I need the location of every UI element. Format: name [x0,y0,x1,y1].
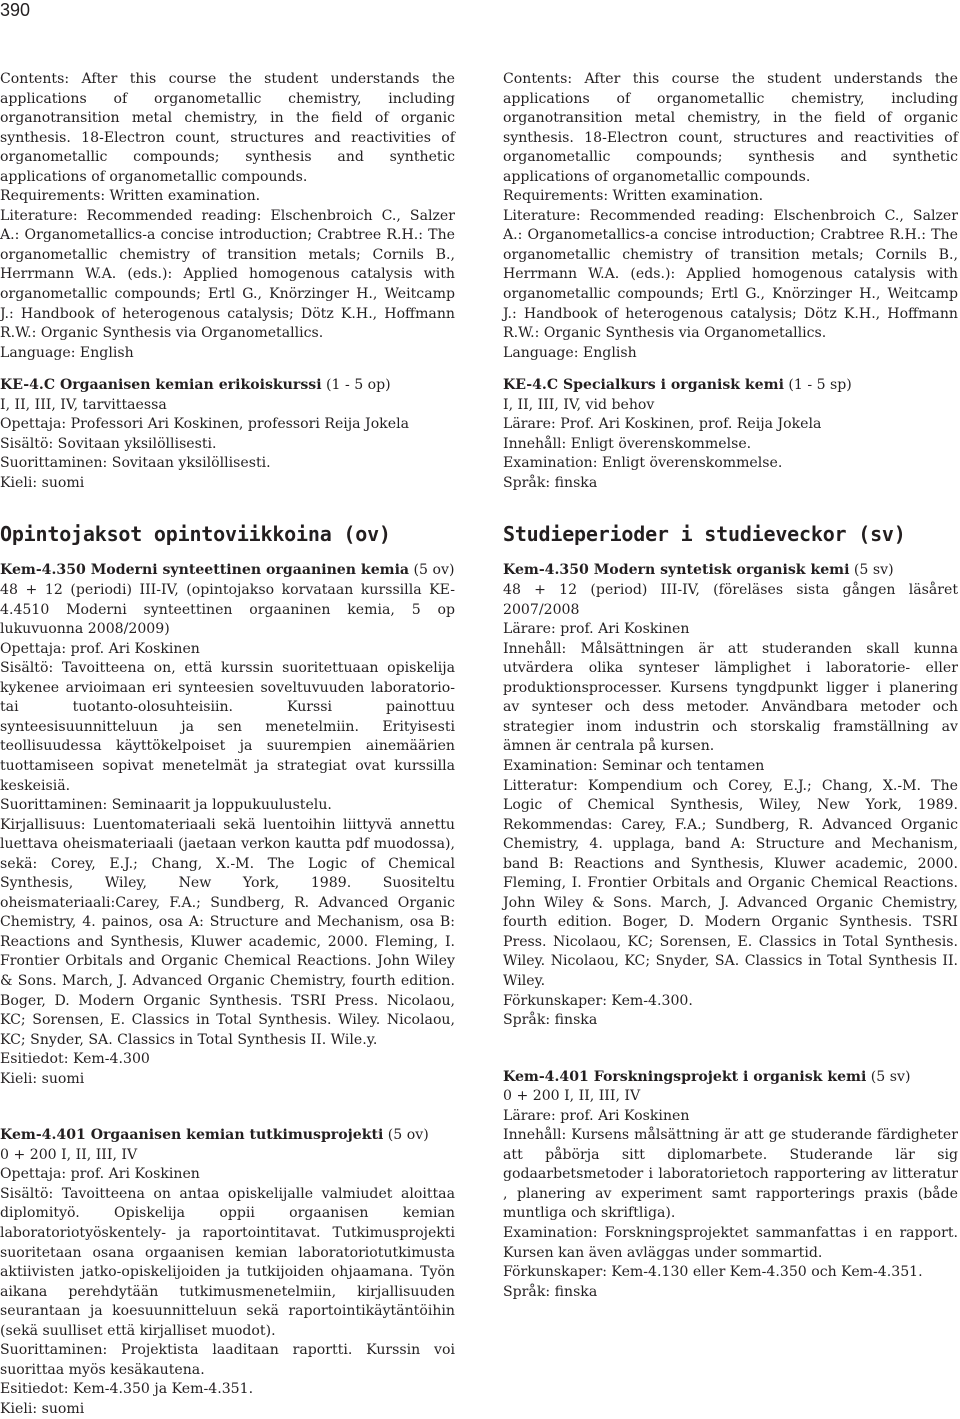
course-completion: Suorittaminen: Sovitaan yksilöllisesti. [0,455,271,472]
course-ke4c [0,376,455,493]
course-language: Språk: finska [503,1012,598,1029]
course-periods: 0 + 200 I, II, III, IV [0,1146,138,1163]
course-code-name: Kem-4.401 Forskningsprojekt i organisk kemi [503,1068,867,1085]
course-title [0,561,455,581]
section-heading: Opintojaksot opintoviikkoina (ov) [0,522,391,547]
course-teacher: Lärare: prof. Ari Koskinen [503,1107,690,1124]
course-teacher: Opettaja: prof. Ari Koskinen [0,1166,200,1183]
course-completion: Examination: Enligt överenskommelse. [503,455,783,472]
course-completion: Examination: Forskningsprojektet sammanfattas i en rapport. Kursen kan även avläggas under sommartid. [503,1224,958,1261]
course-language: Kieli: suomi [0,1070,85,1087]
intro-requirements: Requirements: Written examination. [0,188,261,205]
intro-contents: Contents: After this course the student understands the applications of organometallic chemistry, including organotransition metal chemistry, in the field of organic synthesis. 18-Electron count, structures and reactivities of organometallic compounds; synthesis and synthetic applications of organometallic compounds. [503,71,958,185]
course-code-name: KE-4.C Orgaanisen kemian erikoiskurssi [0,377,322,394]
course-completion: Suorittaminen: Projektista laaditaan raportti. Kurssin voi suorittaa myös kesäkautena. [0,1342,455,1378]
course-title [0,376,455,396]
course-contents: Innehåll: Enligt överenskommelse. [503,435,752,452]
course-completion: Suorittaminen: Seminaarit ja loppukuulustelu. [0,797,332,814]
left-column [0,70,455,1419]
course-prerequisites: Esitiedot: Kem-4.350 ja Kem-4.351. [0,1381,254,1398]
course-periods: 0 + 200 I, II, III, IV [503,1088,641,1105]
course-literature: Litteratur: Kompendium och Corey, E.J.; Chang, X.-M. The Logic of Chemical Synthesis, Wiley, New York, 1989. Rekommendas: Carey, F.A.; Sundberg, R. Advanced Organic Chemistry, 4. upplaga, band A: Structure and Mechanism, band B: Reactions and Synthesis, Kluwer academic, 2000. Fleming, I. Frontier Orbitals and Organic Chemical Reactions. John Wiley & Sons. March, J. Advanced Organic Chemistry, fourth edition. Boger, D. Modern Organic Synthesis. TSRI Press. Nicolaou, KC; Sorensen, E. Classics in Total Synthesis. Wiley. Nicolaou, KC; Snyder, SA. Classics in Total Synthesis II. Wiley. [503,777,958,989]
intro-literature: Literature: Recommended reading: Elschenbroich C., Salzer A.: Organometallics-a concise introduction; Crabtree R.H.: The organometallic chemistry of transition metals; Cornils B., Herrmann W.A. (eds.): Applied homogenous catalysis with organometallic compounds; Ertl G., Knörzinger H., Weitcamp J.: Handbook of heterogenous catalysis; Dötz K.H., Hoffmann R.W.: Organic Synthesis via Organometallics. [0,207,455,342]
course-code-name: Kem-4.350 Modern syntetisk organisk kemi [503,562,850,579]
course-language: Kieli: suomi [0,1400,85,1417]
course-periods: 48 + 12 (period) III-IV, (föreläses sista gången läsåret 2007/2008 [503,582,958,618]
course-title [503,1068,958,1088]
course-contents: Sisältö: Tavoitteena on, että kurssin suoritettuaan opiskelija kykenee arvioimaan eri synteesien soveltuvuuden laboratorio- tai tuotanto-olosuhteisiin. Kurssi painottuu synteesisuunnitteluun ja sen menetelmiin. Erityisesti teollisuudessa käyttökelpoiset ja suurempien ainemäärien tuottamiseen sopivat menetelmät ja strategiat ovat kurssilla keskeisiä. [0,660,455,794]
intro-contents: Contents: After this course the student understands the applications of organometallic chemistry, including organotransition metal chemistry, in the field of organic synthesis. 18-Electron count, structures and reactivities of organometallic compounds; synthesis and synthetic applications of organometallic compounds. [0,71,455,185]
course-prerequisites: Förkunskaper: Kem-4.300. [503,992,693,1009]
course-literature: Kirjallisuus: Luentomateriaali sekä luentoihin liittyvä annettu luettava oheismateriaali (jaetaan verkon kautta pdf muodossa), sekä: Corey, E.J.; Chang, X.-M. The Logic of Chemical Synthesis, Wiley, New York, 1989. Suositeltu oheismateriaali:Carey, F.A.; Sundberg, R. Advanced Organic Chemistry, 4. painos, osa A: Structure and Mechanism, osa B: Reactions and Synthesis, Kluwer academic, 2000. Fleming, I. Frontier Orbitals and Organic Chemical Reactions. John Wiley & Sons. March, J. Advanced Organic Chemistry, fourth edition. Boger, D. Modern Organic Synthesis. TSRI Press. Nicolaou, KC; Sorensen, E. Classics in Total Synthesis. Wiley. Nicolaou, KC; Snyder, SA. Classics in Total Synthesis II. Wile.y. [0,816,455,1048]
course-credits: (5 sv) [849,562,894,579]
course-kem4350 [503,561,958,1030]
course-teacher: Opettaja: Professori Ari Koskinen, professori Reija Jokela [0,416,409,433]
course-credits: (5 sv) [866,1068,911,1085]
intro-requirements: Requirements: Written examination. [503,188,764,205]
course-periods: I, II, III, IV, tarvittaessa [0,396,167,413]
intro-block [503,70,958,363]
intro-block [0,70,455,363]
course-credits: (5 ov) [409,562,455,579]
course-title [503,376,958,396]
course-title [0,1126,455,1146]
course-contents: Innehåll: Kursens målsättning är att ge studerande färdigheter att påbörja sitt diplomarbete. Studerande lär sig godaarbetsmetoder i laboratorietoch rapportering av litteratur , planering av experiment samt rapporterings praxis (både muntliga och skriftliga). [503,1127,958,1222]
course-periods: I, II, III, IV, vid behov [503,396,655,413]
intro-language: Language: English [503,344,637,361]
course-code-name: KE-4.C Specialkurs i organisk kemi [503,377,784,394]
course-language: Språk: finska [503,1283,598,1300]
course-language: Språk: finska [503,474,598,491]
course-code-name: Kem-4.401 Orgaanisen kemian tutkimusprojekti [0,1127,384,1144]
course-prerequisites: Esitiedot: Kem-4.300 [0,1051,150,1068]
intro-literature: Literature: Recommended reading: Elschenbroich C., Salzer A.: Organometallics-a concise introduction; Crabtree R.H.: The organometallic chemistry of transition metals; Cornils B., Herrmann W.A. (eds.): Applied homogenous catalysis with organometallic compounds; Ertl G., Knörzinger H., Weitcamp J.: Handbook of heterogenous catalysis; Dötz K.H., Hoffmann R.W.: Organic Synthesis via Organometallics. [503,207,958,342]
course-teacher: Lärare: prof. Ari Koskinen [503,621,690,638]
course-contents: Sisältö: Sovitaan yksilöllisesti. [0,435,217,452]
course-kem4401 [503,1068,958,1303]
course-contents: Innehåll: Målsättningen är att studeranden skall kunna utvärdera olika synteser lämplighet i laboratorie- eller produktionsprocesser. Kursens tyngdpunkt ligger i planering av synteser och dess metoder. Användbara metoder och strategier inom industrin och storskalig framställning av ämnen är centrala på kursen. [503,640,958,755]
course-contents: Sisältö: Tavoitteena on antaa opiskelijalle valmiudet aloittaa diplomityö. Opiskelija oppii orgaanisen kemian laboratoriotyöskentely- ja raportointitavat. Tutkimusprojekti suoritetaan osana orgaanisen kemian laboratoriotutkimusta aktiivisten jatko-opiskelijoiden ja tutkijoiden ohjaamana. Työn aikana perehdytään tutkimusmenetelmiin, kirjallisuuden seurantaan ja koesuunnitteluun sekä raportointikäytäntöihin (sekä suulliset että kirjalliset muodot). [0,1185,455,1339]
course-periods: 48 + 12 (periodi) III-IV, (opintojakso korvataan kurssilla KE-4.4510 Moderni synteettinen orgaaninen kemia, 5 op lukuvuonna 2008/2009) [0,582,455,638]
course-credits: (1 - 5 sp) [783,377,852,394]
course-code-name: Kem-4.350 Moderni synteettinen orgaaninen kemia [0,562,410,579]
course-prerequisites: Förkunskaper: Kem-4.130 eller Kem-4.350 och Kem-4.351. [503,1264,923,1281]
course-language: Kieli: suomi [0,474,85,491]
course-title [503,561,958,581]
right-column [503,70,958,1302]
section-heading: Studieperioder i studieveckor (sv) [503,522,906,547]
course-teacher: Opettaja: prof. Ari Koskinen [0,640,200,657]
course-credits: (5 ov) [383,1127,429,1144]
course-credits: (1 - 5 op) [321,377,391,394]
course-completion: Examination: Seminar och tentamen [503,757,765,774]
course-kem4350 [0,561,455,1089]
course-teacher: Lärare: Prof. Ari Koskinen, prof. Reija Jokela [503,416,822,433]
intro-language: Language: English [0,344,134,361]
course-ke4c [503,376,958,493]
page-number: 390 [0,0,31,20]
course-kem4401 [0,1126,455,1419]
